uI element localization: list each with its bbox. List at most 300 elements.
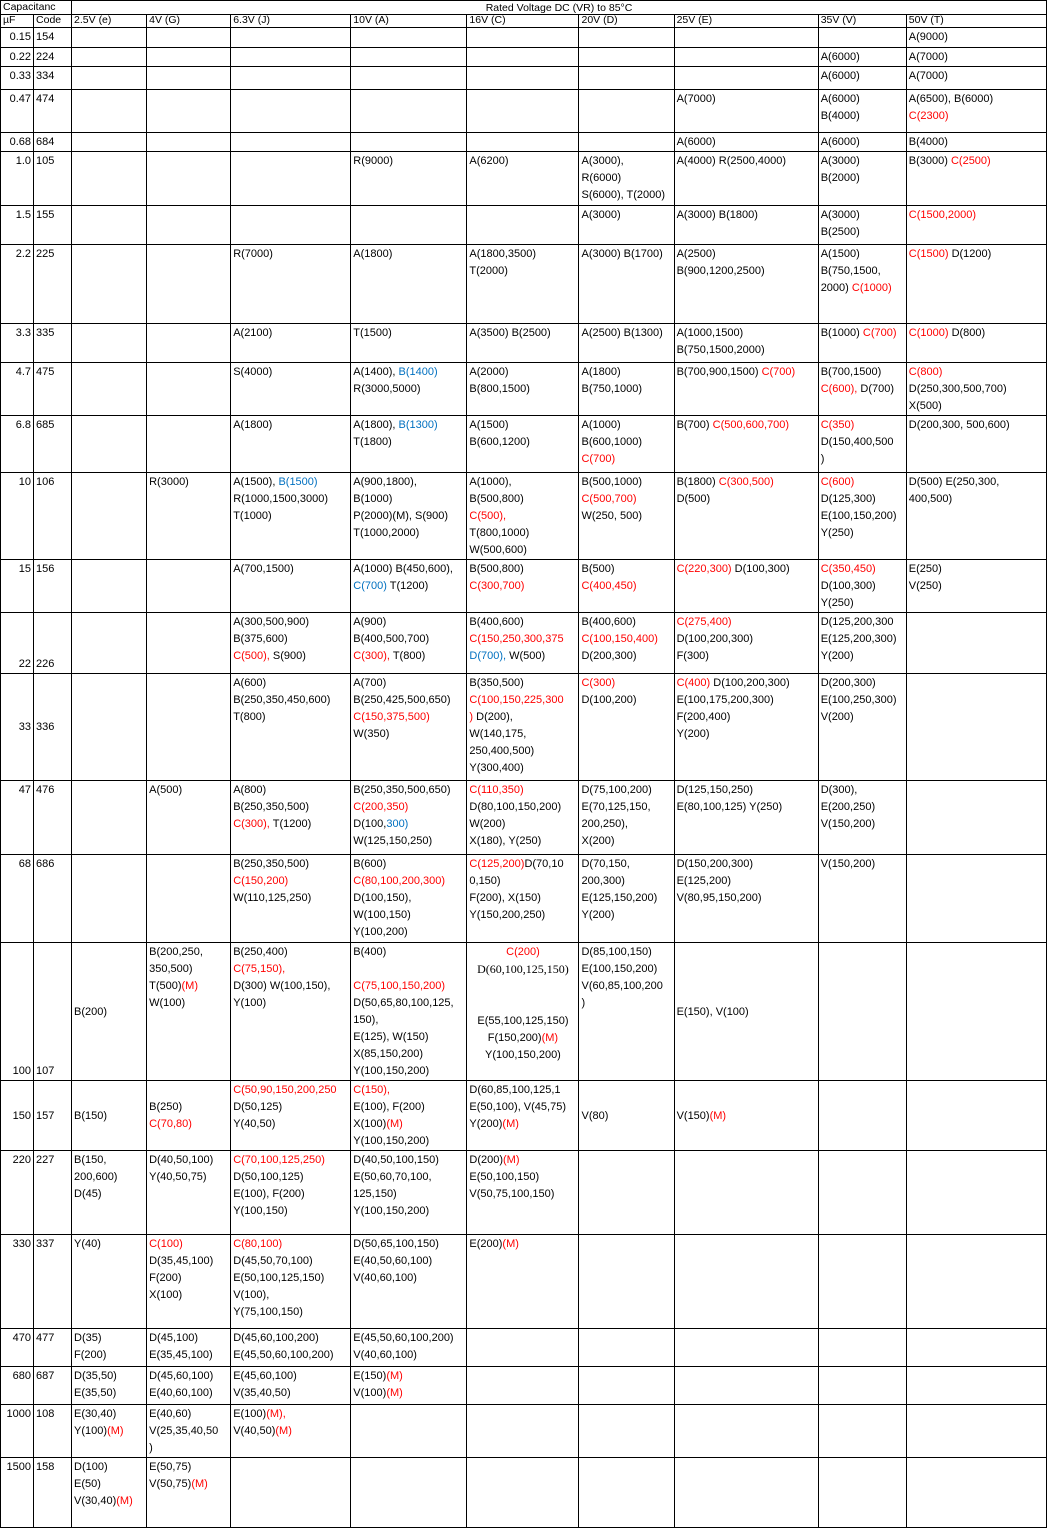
capacitance-code-cell: 334 bbox=[34, 67, 72, 90]
rating-text-red: C(150), bbox=[353, 1084, 390, 1096]
rating-cell bbox=[906, 324, 1046, 363]
rating-text-red: C(500,600,700) bbox=[712, 419, 790, 431]
rating-text: V(25,35,40,50 bbox=[149, 1425, 219, 1437]
rating-text: A(6200) bbox=[469, 155, 509, 167]
rating-cell bbox=[579, 324, 674, 363]
rating-cell bbox=[579, 152, 674, 206]
rating-cell bbox=[906, 1235, 1046, 1329]
voltage-header-6-3v: 6.3V (J) bbox=[231, 15, 351, 28]
rating-text: E(40,60,100) bbox=[149, 1387, 213, 1399]
rating-cell bbox=[579, 1235, 674, 1329]
rating-text-red: C(700) bbox=[581, 453, 616, 465]
rating-text-red: C(275,400) bbox=[676, 616, 732, 628]
capacitance-code-cell: 474 bbox=[34, 90, 72, 133]
rating-text: Y(40,50,75) bbox=[149, 1171, 207, 1183]
rating-cell bbox=[906, 473, 1046, 560]
rating-cell bbox=[467, 1081, 579, 1151]
capacitance-uf-cell: 1000 bbox=[1, 1405, 34, 1458]
rating-cell bbox=[579, 245, 674, 324]
rating-cell bbox=[579, 48, 674, 67]
rating-text: 200,250), bbox=[581, 818, 628, 830]
rating-text: T(2000) bbox=[469, 265, 508, 277]
rating-text: E(45,60,100) bbox=[233, 1370, 297, 1382]
rating-cell bbox=[147, 1151, 231, 1235]
capacitance-uf-cell: 1500 bbox=[1, 1458, 34, 1528]
rating-text: Y(200) bbox=[676, 728, 710, 740]
rating-text: D(200) bbox=[469, 1154, 504, 1166]
rating-text: B(200) bbox=[74, 1005, 108, 1018]
rating-cell bbox=[818, 1367, 906, 1405]
rating-text: B(500,1000) bbox=[581, 476, 643, 488]
rating-text-red: C(700) bbox=[862, 327, 897, 339]
table-row bbox=[1, 674, 1047, 781]
rating-text-red: C(2300) bbox=[908, 110, 949, 122]
voltage-header-20v: 20V (D) bbox=[579, 15, 674, 28]
rating-text: A(1500) bbox=[469, 419, 509, 431]
rating-text-red: C(300) bbox=[581, 677, 616, 689]
rating-cell bbox=[579, 943, 674, 1081]
rating-text: B(250,350,500) bbox=[233, 858, 310, 870]
rating-cell bbox=[579, 855, 674, 943]
rating-text-red: C(80,100) bbox=[233, 1238, 283, 1250]
rating-text: 0,150) bbox=[469, 875, 501, 887]
rating-cell bbox=[467, 363, 579, 416]
rating-cell bbox=[674, 48, 818, 67]
rating-text-red: C(2500) bbox=[950, 155, 991, 167]
rating-text-red: C(1000) bbox=[908, 327, 949, 339]
rating-cell bbox=[818, 133, 906, 152]
table-row bbox=[1, 560, 1047, 613]
rating-cell bbox=[231, 245, 351, 324]
rating-cell bbox=[231, 28, 351, 48]
rating-text-red: C(300,500) bbox=[718, 476, 774, 488]
rating-cell bbox=[906, 781, 1046, 855]
rating-text: A(3000) B(1800) bbox=[676, 209, 758, 221]
rating-cell bbox=[467, 28, 579, 48]
rating-text: W(500) bbox=[506, 650, 546, 662]
capacitance-header: Capacitanc bbox=[1, 1, 72, 15]
capacitance-uf-cell: 680 bbox=[1, 1367, 34, 1405]
rating-text: D(40,50,100) bbox=[149, 1154, 214, 1166]
rating-cell bbox=[674, 1329, 818, 1367]
rating-text-red: C(150,250,300,375 bbox=[469, 633, 564, 645]
rating-cell bbox=[906, 943, 1046, 1081]
rating-cell bbox=[72, 152, 147, 206]
rating-cell bbox=[674, 674, 818, 781]
rating-text: A(6000) bbox=[820, 51, 860, 63]
rating-cell bbox=[467, 1367, 579, 1405]
rating-text-red: C(100) bbox=[149, 1238, 183, 1250]
rating-text: X(200) bbox=[581, 835, 615, 847]
rating-cell bbox=[674, 1081, 818, 1151]
rating-cell bbox=[351, 90, 467, 133]
rating-cell bbox=[231, 1458, 351, 1528]
rating-cell bbox=[72, 90, 147, 133]
rating-text: 200,300) bbox=[581, 875, 625, 887]
rating-text: A(6500), B(6000) bbox=[908, 93, 994, 105]
rating-cell bbox=[351, 324, 467, 363]
table-row bbox=[1, 324, 1047, 363]
rating-cell bbox=[906, 674, 1046, 781]
rating-cell bbox=[818, 560, 906, 613]
rating-cell bbox=[579, 28, 674, 48]
rating-text: B(700,1500) bbox=[820, 366, 882, 378]
rating-cell bbox=[906, 855, 1046, 943]
rating-cell bbox=[674, 1458, 818, 1528]
rating-cell bbox=[906, 1458, 1046, 1528]
rating-cell bbox=[147, 781, 231, 855]
rating-text: E(35,45,100) bbox=[149, 1349, 213, 1361]
rating-text: B(400) bbox=[353, 946, 387, 958]
rating-text: E(100), F(200) bbox=[233, 1188, 305, 1200]
rating-text-red: (M) bbox=[116, 1495, 133, 1507]
rating-text: A(7000) bbox=[676, 93, 716, 105]
rating-text-red: C(400) bbox=[676, 677, 711, 689]
rating-text: D(100,300) bbox=[820, 580, 876, 592]
rating-text: W(125,150,250) bbox=[353, 835, 433, 847]
rating-text-red: C(150,375,500) bbox=[353, 711, 430, 723]
capacitance-code-cell: 226 bbox=[34, 613, 72, 674]
capacitance-uf-cell: 33 bbox=[1, 674, 34, 781]
rating-text: A(3500) B(2500) bbox=[469, 327, 551, 339]
rating-cell bbox=[351, 206, 467, 245]
rating-cell bbox=[231, 943, 351, 1081]
rating-text: A(2100) bbox=[233, 327, 273, 339]
rating-cell bbox=[818, 943, 906, 1081]
rating-cell bbox=[674, 152, 818, 206]
rating-cell bbox=[579, 560, 674, 613]
rating-cell bbox=[467, 560, 579, 613]
rating-cell bbox=[72, 363, 147, 416]
rating-cell bbox=[579, 1329, 674, 1367]
rating-text: B(900,1200,2500) bbox=[676, 265, 765, 277]
rating-text-red: (M) bbox=[502, 1118, 519, 1130]
rating-text: B(2500) bbox=[820, 226, 860, 238]
rating-text: W(500,600) bbox=[469, 544, 527, 556]
capacitance-code-cell: 108 bbox=[34, 1405, 72, 1458]
rating-text: Y(200) bbox=[820, 650, 854, 662]
rating-text: D(35) bbox=[74, 1332, 102, 1344]
rating-text: Y(100,150,200) bbox=[485, 1049, 561, 1061]
rating-text: A(3000) bbox=[820, 209, 860, 221]
rating-cell bbox=[351, 1458, 467, 1528]
rating-cell bbox=[351, 1081, 467, 1151]
rating-text: E(100,150,200) bbox=[581, 963, 658, 975]
rating-text: B(400,600) bbox=[469, 616, 524, 628]
rating-cell bbox=[818, 152, 906, 206]
rating-text: D(45) bbox=[74, 1188, 102, 1200]
rating-text: E(50,60,70,100, bbox=[353, 1171, 432, 1183]
rating-text: V(100) bbox=[353, 1387, 387, 1399]
rating-text: 350,500) bbox=[149, 963, 193, 975]
rating-cell bbox=[818, 363, 906, 416]
rating-text: D(40,50,100,150) bbox=[353, 1154, 439, 1166]
rating-text-red: C(1500,2000) bbox=[908, 209, 977, 221]
rating-text-red: C(200,350) bbox=[353, 801, 409, 813]
rating-cell bbox=[674, 1367, 818, 1405]
table-row bbox=[1, 1151, 1047, 1235]
rating-text-red: C(1000) bbox=[851, 282, 892, 294]
rating-cell bbox=[231, 416, 351, 473]
rating-text: E(50,100,125,150) bbox=[233, 1272, 325, 1284]
rating-text-red: C(150,200) bbox=[233, 875, 289, 887]
rating-cell bbox=[231, 560, 351, 613]
rating-text-red: C(500), bbox=[469, 510, 507, 522]
capacitance-code-cell: 227 bbox=[34, 1151, 72, 1235]
table-row bbox=[1, 1367, 1047, 1405]
rating-text: A(1800,3500) bbox=[469, 248, 537, 260]
rating-cell bbox=[579, 473, 674, 560]
rating-text: E(55,100,125,150) bbox=[477, 1015, 569, 1027]
rating-text: E(150), V(100) bbox=[676, 1005, 749, 1018]
rating-cell bbox=[147, 48, 231, 67]
rating-text: B(600,1000) bbox=[581, 436, 643, 448]
rating-cell bbox=[351, 855, 467, 943]
rating-cell bbox=[467, 855, 579, 943]
rating-text: D(80,100,150,200) bbox=[469, 801, 562, 813]
rating-text: Y(250) bbox=[820, 597, 854, 609]
rating-cell bbox=[231, 1081, 351, 1151]
rating-text: E(100), F(200) bbox=[353, 1101, 425, 1113]
capacitance-uf-cell: 47 bbox=[1, 781, 34, 855]
capacitance-uf-cell: 470 bbox=[1, 1329, 34, 1367]
rating-text: D(100,300) bbox=[731, 563, 790, 575]
rating-text: E(100) bbox=[233, 1408, 267, 1420]
rating-text: Y(250) bbox=[820, 527, 854, 539]
rating-cell bbox=[818, 324, 906, 363]
rating-text: D(300), bbox=[820, 784, 858, 796]
rating-cell bbox=[467, 416, 579, 473]
rating-text: Y(100,150,200) bbox=[353, 1065, 430, 1077]
rating-text: Y(100,150) bbox=[233, 1205, 288, 1217]
rating-text-red: (M) bbox=[541, 1032, 559, 1044]
rating-text: D(100) bbox=[74, 1461, 108, 1473]
rating-text: S(6000), T(2000) bbox=[581, 189, 666, 201]
rating-text: V(80) bbox=[581, 1109, 609, 1122]
rating-text: A(2500) B(1300) bbox=[581, 327, 663, 339]
rating-text: E(40,50,60,100) bbox=[353, 1255, 433, 1267]
rating-cell bbox=[351, 152, 467, 206]
rating-text: D(150,400,500 bbox=[820, 436, 894, 448]
rating-cell bbox=[72, 473, 147, 560]
rating-text: D(60,100,125,150) bbox=[477, 962, 569, 976]
rating-cell bbox=[467, 943, 579, 1081]
rating-text: V(200) bbox=[820, 711, 854, 723]
rating-cell bbox=[231, 133, 351, 152]
capacitance-uf-cell: 0.68 bbox=[1, 133, 34, 152]
table-row bbox=[1, 1329, 1047, 1367]
rating-cell bbox=[674, 90, 818, 133]
rating-cell bbox=[579, 67, 674, 90]
rating-text: D(50,100,125) bbox=[233, 1171, 304, 1183]
rating-text: F(200,400) bbox=[676, 711, 731, 723]
rating-cell bbox=[906, 560, 1046, 613]
capacitance-uf-cell: 100 bbox=[1, 943, 34, 1081]
rating-text: E(45,50,60,100,200) bbox=[353, 1332, 454, 1344]
rating-text-red: C(50,90,150,200,250 bbox=[233, 1084, 337, 1096]
rating-cell bbox=[579, 416, 674, 473]
rating-cell bbox=[351, 1235, 467, 1329]
capacitance-uf-cell: 330 bbox=[1, 1235, 34, 1329]
capacitance-uf-cell: 10 bbox=[1, 473, 34, 560]
rating-text: D(50,65,80,100,125, bbox=[353, 997, 454, 1009]
rating-text: D(85,100,150) bbox=[581, 946, 652, 958]
rating-text: E(125), W(150) bbox=[353, 1031, 429, 1043]
rating-text: T(1200) bbox=[386, 580, 429, 592]
voltage-header-50v: 50V (T) bbox=[906, 15, 1046, 28]
rating-text: B(700,900,1500) bbox=[676, 366, 762, 378]
capacitance-uf-cell: 0.47 bbox=[1, 90, 34, 133]
rating-text: E(50,75) bbox=[149, 1461, 192, 1473]
rating-cell bbox=[674, 1235, 818, 1329]
voltage-header-10v: 10V (A) bbox=[351, 15, 467, 28]
rating-text: V(35,40,50) bbox=[233, 1387, 291, 1399]
capacitance-uf-cell: 22 bbox=[1, 613, 34, 674]
rating-text: V(150,200) bbox=[820, 858, 876, 870]
rating-text-red: (M) bbox=[502, 1238, 519, 1250]
rating-text: D(70,150, bbox=[581, 858, 630, 870]
rating-text: A(800) bbox=[233, 784, 267, 796]
rating-text: 400,500) bbox=[908, 493, 953, 505]
rating-cell bbox=[818, 674, 906, 781]
capacitance-uf-cell: 1.5 bbox=[1, 206, 34, 245]
rating-cell bbox=[72, 206, 147, 245]
rating-text: D(1200) bbox=[948, 248, 992, 260]
rating-cell bbox=[674, 943, 818, 1081]
rating-text: A(1000), bbox=[469, 476, 512, 488]
rating-cell bbox=[818, 781, 906, 855]
rating-cell bbox=[579, 1081, 674, 1151]
rating-cell bbox=[467, 48, 579, 67]
rating-text: E(50,100), V(45,75) bbox=[469, 1101, 567, 1113]
rating-text: A(1800), bbox=[353, 419, 399, 431]
rating-text: D(500) bbox=[676, 493, 711, 505]
rating-cell bbox=[579, 781, 674, 855]
rating-text: T(1000,2000) bbox=[353, 527, 420, 539]
rating-text-blue: C(700) bbox=[353, 580, 387, 592]
code-column-header: Code bbox=[34, 15, 72, 28]
rating-cell bbox=[231, 1151, 351, 1235]
rating-cell bbox=[147, 855, 231, 943]
rating-cell bbox=[579, 1151, 674, 1235]
capacitance-code-cell: 225 bbox=[34, 245, 72, 324]
rating-cell bbox=[147, 1329, 231, 1367]
rating-text-red: (M) bbox=[709, 1109, 727, 1122]
rating-text: X(85,150,200) bbox=[353, 1048, 424, 1060]
rating-text: B(700) bbox=[676, 419, 713, 431]
capacitance-uf-cell: 0.33 bbox=[1, 67, 34, 90]
rating-cell bbox=[906, 1367, 1046, 1405]
rating-cell bbox=[351, 363, 467, 416]
rating-text: X(500) bbox=[908, 400, 942, 412]
rating-cell bbox=[674, 363, 818, 416]
rating-cell bbox=[147, 613, 231, 674]
rating-cell bbox=[579, 363, 674, 416]
rating-text: W(200) bbox=[469, 818, 506, 830]
rating-cell bbox=[72, 1235, 147, 1329]
rating-text: E(125,150,200) bbox=[581, 892, 658, 904]
rating-cell bbox=[351, 781, 467, 855]
rating-cell bbox=[351, 28, 467, 48]
rating-text: B(350,500) bbox=[469, 677, 524, 689]
rating-cell bbox=[72, 1367, 147, 1405]
rating-text: A(500) bbox=[149, 784, 183, 796]
rating-cell bbox=[231, 152, 351, 206]
rating-text: D(100, bbox=[353, 818, 387, 830]
rating-cell bbox=[147, 133, 231, 152]
rating-cell bbox=[579, 133, 674, 152]
rating-text: D(250,300,500,700) bbox=[908, 383, 1007, 395]
rating-cell bbox=[231, 324, 351, 363]
rating-text: E(125,200) bbox=[676, 875, 731, 887]
rating-text: T(800) bbox=[389, 650, 426, 662]
rating-text: A(2500) bbox=[676, 248, 716, 260]
rating-text-red: C(300), bbox=[353, 650, 390, 662]
capacitance-code-cell: 158 bbox=[34, 1458, 72, 1528]
rating-cell bbox=[818, 245, 906, 324]
rating-cell bbox=[579, 206, 674, 245]
rating-cell bbox=[818, 1329, 906, 1367]
rating-cell bbox=[467, 1329, 579, 1367]
rating-text: D(35,45,100) bbox=[149, 1255, 214, 1267]
rating-text-red: C(300,700) bbox=[469, 580, 525, 592]
rating-text: X(180), Y(250) bbox=[469, 835, 542, 847]
rating-text: A(3000) bbox=[820, 155, 860, 167]
rating-text: B(4000) bbox=[820, 110, 860, 122]
rating-cell bbox=[674, 133, 818, 152]
rating-text: 200,600) bbox=[74, 1171, 118, 1183]
rating-cell bbox=[818, 67, 906, 90]
rating-text: V(40,60,100) bbox=[353, 1272, 417, 1284]
rating-cell bbox=[818, 416, 906, 473]
rating-cell bbox=[72, 613, 147, 674]
rating-text: D(70,10 bbox=[524, 858, 564, 870]
rating-cell bbox=[818, 1235, 906, 1329]
rating-text-blue: D(700), bbox=[469, 650, 507, 662]
rating-cell bbox=[579, 613, 674, 674]
rating-cell bbox=[818, 855, 906, 943]
rating-cell bbox=[231, 1235, 351, 1329]
rating-text: A(1800) bbox=[233, 419, 273, 431]
rating-cell bbox=[231, 855, 351, 943]
capacitance-uf-cell: 4.7 bbox=[1, 363, 34, 416]
rating-text-red: C(1500) bbox=[908, 248, 949, 260]
rating-text: T(1500) bbox=[353, 327, 392, 339]
rating-text: B(750,1500,2000) bbox=[676, 344, 765, 356]
rating-text: P(2000)(M), S(900) bbox=[353, 510, 449, 522]
rating-cell bbox=[818, 473, 906, 560]
rating-text: Y(300,400) bbox=[469, 762, 524, 774]
capacitance-code-cell: 686 bbox=[34, 855, 72, 943]
rating-text: Y(100,150,200) bbox=[353, 1135, 430, 1147]
rating-text: A(1400), bbox=[353, 366, 399, 378]
rating-text: ) bbox=[149, 1442, 153, 1454]
rating-cell bbox=[72, 1329, 147, 1367]
rating-text-red: (M) bbox=[386, 1370, 403, 1382]
rating-text: T(800,1000) bbox=[469, 527, 530, 539]
table-row bbox=[1, 855, 1047, 943]
rating-text: T(800) bbox=[233, 711, 266, 723]
rating-text: D(100,150), bbox=[353, 892, 412, 904]
rating-cell bbox=[579, 674, 674, 781]
rating-text: D(100,200) bbox=[581, 694, 637, 706]
rating-cell bbox=[818, 48, 906, 67]
rating-text-red: C(400,450) bbox=[581, 580, 637, 592]
table-row bbox=[1, 206, 1047, 245]
rating-cell bbox=[467, 67, 579, 90]
rating-text: 125,150) bbox=[353, 1188, 397, 1200]
rating-text: A(3000), bbox=[581, 155, 624, 167]
